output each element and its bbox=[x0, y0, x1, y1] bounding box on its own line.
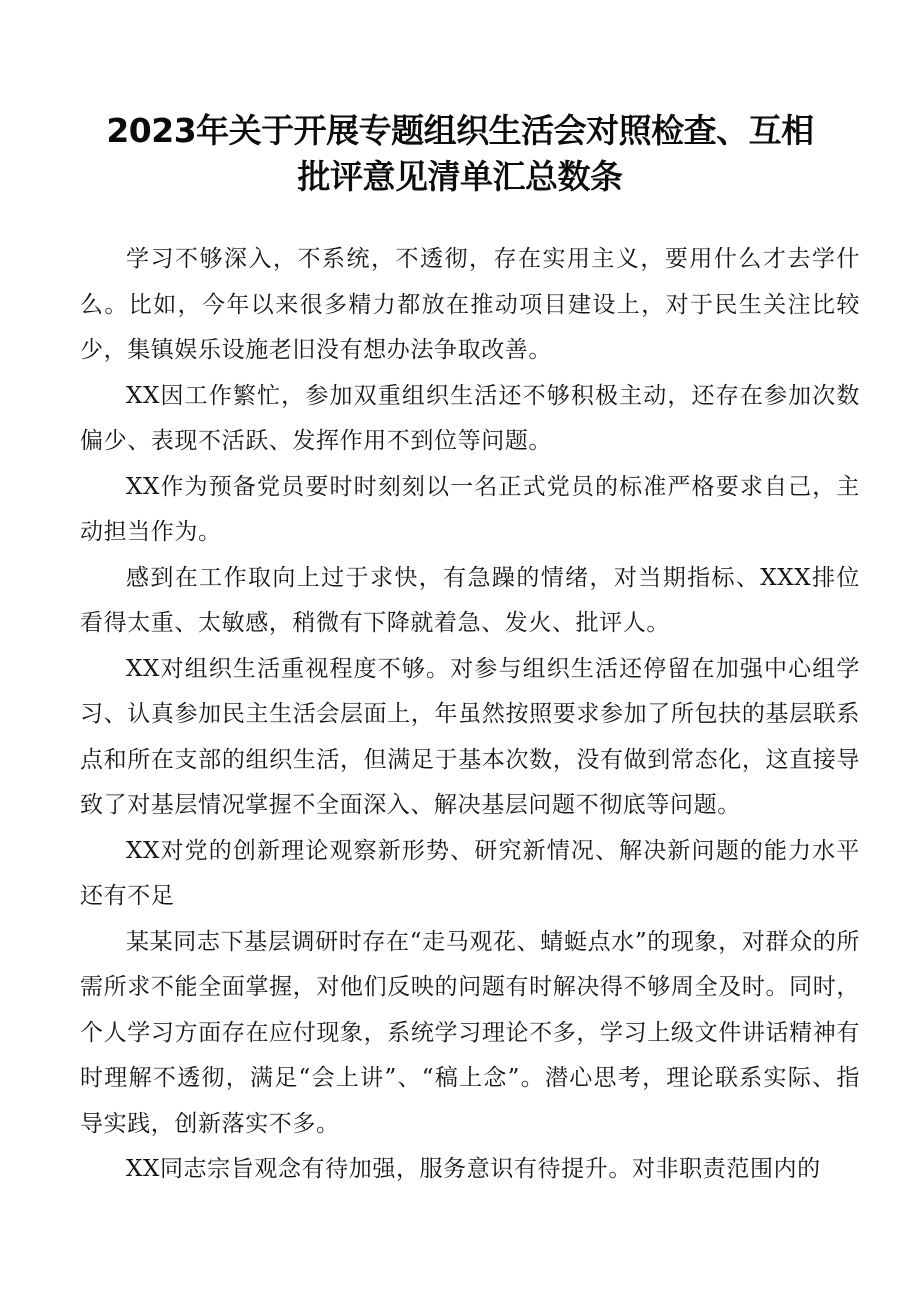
paragraph-5: XX对组织生活重视程度不够。对参与组织生活还停留在加强中心组学习、认真参加民主生活会层面上，年虽然按照要求参加了所包扶的基层联系点和所在支部的组织生活，但满足于基本次数，没有做到常态化，这直接导致了对基层情况掌握不全面深入、解决基层问题不彻底等问题。 bbox=[80, 655, 860, 818]
paragraph-1: 学习不够深入，不系统，不透彻，存在实用主义，要用什么才去学什么。比如，今年以来很多精力都放在推动项目建设上，对于民生关注比较少，集镇娱乐设施老旧没有想办法争取改善。 bbox=[80, 246, 860, 363]
document-title bbox=[90, 108, 830, 200]
paragraph-6: XX对党的创新理论观察新形势、研究新情况、解决新问题的能力水平还有不足 bbox=[80, 837, 860, 909]
paragraph-4: 感到在工作取向上过于求快，有急躁的情绪，对当期指标、XXX排位看得太重、太敏感，稍微有下降就着急、发火、批评人。 bbox=[80, 564, 860, 636]
title-line-1: 2023年关于开展专题组织生活会对照检查、互相 bbox=[106, 111, 814, 150]
paragraph-8: XX同志宗旨观念有待加强，服务意识有待提升。对非职责范围内的 bbox=[126, 1156, 821, 1182]
title-line-2: 批评意见清单汇总数条 bbox=[297, 157, 623, 196]
paragraph-7: 某某同志下基层调研时存在“走马观花、蜻蜓点水”的现象，对群众的所需所求不能全面掌握，对他们反映的问题有时解决得不够周全及时。同时，个人学习方面存在应付现象，系统学习理论不多，学习上级文件讲话精神有时理解不透彻，满足“会上讲”、“稿上念”。潜心思考，理论联系实际、指导实践，创新落实不多。 bbox=[80, 928, 860, 1137]
paragraph-2: XX因工作繁忙，参加双重组织生活还不够积极主动，还存在参加次数偏少、表现不活跃、发挥作用不到位等问题。 bbox=[80, 382, 860, 454]
document-body bbox=[80, 237, 860, 1193]
paragraph-3: XX作为预备党员要时时刻刻以一名正式党员的标准严格要求自己，主动担当作为。 bbox=[80, 473, 860, 545]
